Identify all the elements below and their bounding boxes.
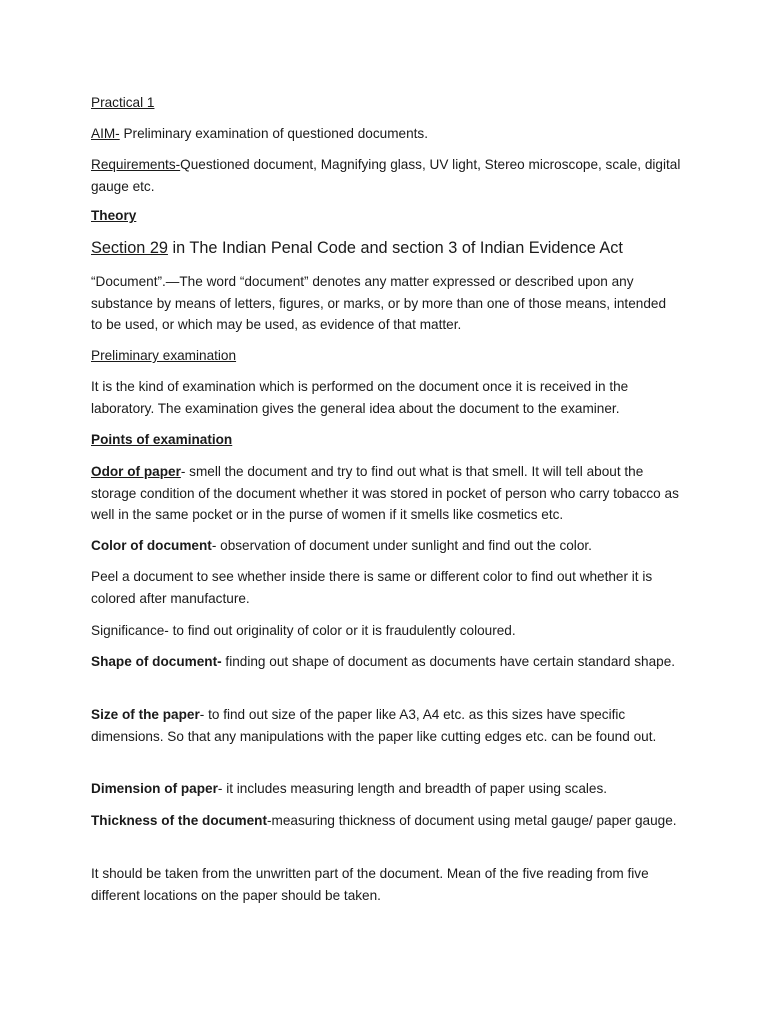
dimension-label: Dimension of paper <box>91 781 218 796</box>
size-text: - to find out size of the paper like A3, A4 etc. as this sizes have specific dimensions. So that any manipulations with the paper like cutting edges etc. can be found out. <box>91 707 657 744</box>
shape-text: finding out shape of document as documents have certain standard shape. <box>221 654 676 669</box>
thickness-label: Thickness of the document <box>91 813 267 828</box>
dimension-paragraph <box>91 778 681 800</box>
aim-paragraph <box>91 123 681 145</box>
practical-title <box>91 92 681 114</box>
dimension-text: - it includes measuring length and breadth of paper using scales. <box>217 781 608 796</box>
requirements-label: Requirements- <box>91 157 181 172</box>
color-label: Color of document <box>91 538 212 553</box>
document-definition: “Document”.—The word “document” denotes any matter expressed or described upon any substance by means of letters, figures, or marks, or by more than one of those means, intended to be used, or which may be used, as evidence of that matter. <box>91 274 667 332</box>
preliminary-examination-heading <box>91 345 681 367</box>
thickness-paragraph <box>91 810 681 832</box>
color-paragraph <box>91 535 681 557</box>
color-text: - observation of document under sunlight and find out the color. <box>211 538 592 553</box>
section-heading-part1: Section 29 <box>91 239 168 257</box>
size-paragraph <box>91 704 681 747</box>
peel-paragraph: Peel a document to see whether inside there is same or different color to find out whether it is colored after manufacture. <box>91 569 653 606</box>
shape-paragraph <box>91 651 681 673</box>
aim-label: AIM- <box>91 126 120 141</box>
odor-label: Odor of paper <box>91 464 181 479</box>
reading-paragraph: It should be taken from the unwritten part of the document. Mean of the five reading from five different locations on the paper should be taken. <box>91 866 649 903</box>
requirements-paragraph <box>91 154 681 197</box>
theory-heading-text: Theory <box>91 208 137 223</box>
requirements-text: Questioned document, Magnifying glass, UV light, Stereo microscope, scale, digital gauge etc. <box>91 157 681 194</box>
preliminary-examination-text: It is the kind of examination which is performed on the document once it is received in the laboratory. The examination gives the general idea about the document to the examiner. <box>91 379 629 416</box>
section-heading-part2: in The Indian Penal Code and section 3 of Indian Evidence Act <box>167 239 623 257</box>
theory-heading <box>91 205 681 227</box>
odor-paragraph <box>91 461 681 526</box>
odor-text: - smell the document and try to find out what is that smell. It will tell about the storage condition of the document whether it was stored in pocket of person who carry tobacco as well in the same pocket or in the purse of women if it smells like cosmetics etc. <box>91 464 679 522</box>
significance-paragraph: Significance- to find out originality of color or it is fraudulently coloured. <box>91 623 516 638</box>
section-heading <box>91 237 681 259</box>
points-heading <box>91 429 681 451</box>
preliminary-examination-heading-text: Preliminary examination <box>91 348 237 363</box>
thickness-text: -measuring thickness of document using metal gauge/ paper gauge. <box>267 813 677 828</box>
aim-text: Preliminary examination of questioned documents. <box>119 126 428 141</box>
size-label: Size of the paper <box>91 707 200 722</box>
shape-label: Shape of document- <box>91 654 222 669</box>
practical-title-text: Practical 1 <box>91 95 155 110</box>
points-heading-text: Points of examination <box>91 432 233 447</box>
